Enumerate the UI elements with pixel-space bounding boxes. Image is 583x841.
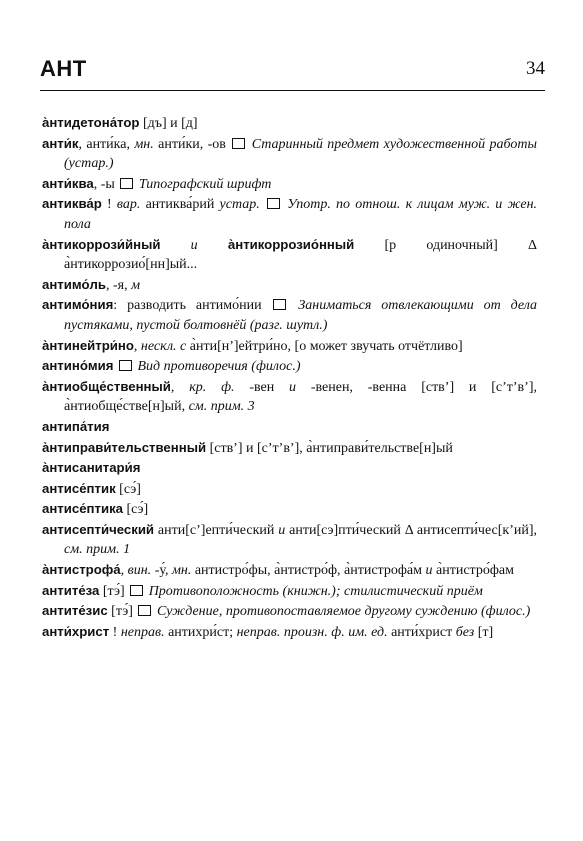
dictionary-entry: [42, 377, 537, 417]
entry-text: ,: [133, 338, 141, 354]
headword: антимо́ния: [42, 297, 114, 313]
entry-text: анти[сʼ]епти́ческий: [154, 522, 279, 538]
italic-note: неправ. произн. ф. им. ед.: [236, 624, 388, 640]
entry-text: [сэ́]: [115, 481, 141, 497]
italic-note: и: [278, 522, 286, 538]
headword: а̀нтисанитари́я: [42, 460, 141, 476]
entry-text: ,: [170, 379, 190, 395]
italic-note: Употр. по отнош. к лицам муж. и жен. пола: [64, 197, 538, 232]
definition-box-icon: [232, 138, 245, 149]
definition-box-icon: [119, 360, 132, 371]
italic-note: вар.: [116, 197, 141, 213]
dictionary-entry: [42, 356, 537, 377]
entry-text: -вен: [234, 379, 290, 395]
entry-text: а̀нти[нʼ]ейтри́но, [о может звучать отчётливо]: [186, 338, 463, 354]
headword: антимо́ль: [42, 276, 106, 292]
dictionary-entry: [42, 113, 537, 134]
italic-note: мн.: [171, 563, 192, 579]
entry-text: анти[сэ]пти́ческий Δ антисепти́чес[кʼий],: [285, 522, 537, 538]
entry-text: : разводить антимо́нии: [113, 298, 272, 314]
dictionary-entry: [42, 295, 537, 335]
headword: анти́ква: [42, 175, 94, 191]
italic-note: и: [425, 563, 433, 579]
italic-note: и: [160, 237, 228, 253]
italic-note: Типографский шрифт: [135, 176, 272, 192]
italic-note: кр. ф.: [189, 379, 235, 395]
definition-box-icon: [273, 299, 286, 310]
headword: анти́к: [42, 135, 79, 151]
dictionary-entry: [42, 520, 537, 560]
entry-text: [260, 197, 265, 212]
entry-text: антистро́фы, а̀нтистро́ф, а̀нтистрофа́м: [191, 563, 426, 579]
italic-note: неправ.: [120, 624, 165, 640]
entry-text: [т]: [474, 624, 494, 640]
dictionary-entries: [42, 113, 537, 642]
entry-text: ъ: [154, 116, 162, 131]
entry-text: антиква́рий: [140, 197, 220, 213]
headword: а̀нтикоррозио́нный: [227, 236, 355, 252]
entry-text: [тэ́]: [107, 604, 137, 620]
italic-note: мн.: [134, 136, 154, 152]
entry-text: !: [109, 624, 121, 640]
italic-note: Заниматься отвлекающими от дела пустяками, пустой болтовнёй (разг. шутл.): [64, 298, 538, 333]
entry-text: [д: [139, 116, 155, 131]
definition-box-icon: [267, 198, 280, 209]
italic-note: Противоположность (книжн.); стилистический приём: [145, 583, 483, 599]
entry-text: , -ы: [93, 176, 119, 192]
dictionary-entry: [42, 174, 537, 195]
dictionary-entry: [42, 438, 537, 459]
italic-note: без: [455, 624, 475, 640]
entry-text: [ствʼ] и [сʼтʼвʼ], а̀нтиправи́тельстве[н]ый: [206, 440, 453, 456]
entry-text: [сэ́]: [123, 502, 149, 518]
entry-text: антихри́ст;: [164, 624, 237, 640]
headword: антиква́р: [42, 196, 102, 212]
headword: а̀нтидетона́тор: [42, 115, 140, 130]
italic-note: м: [131, 277, 141, 293]
dictionary-entry: [42, 417, 537, 438]
headword: антисе́птика: [42, 501, 123, 517]
dictionary-entry: [42, 275, 537, 296]
headword: а̀нтинейтри́но: [42, 337, 134, 353]
entry-text: !: [101, 197, 117, 213]
dictionary-entry: [42, 499, 537, 520]
entry-text: [тэ́]: [99, 583, 129, 599]
running-head: АНТ: [40, 56, 87, 81]
dictionary-entry: [42, 235, 537, 275]
dictionary-entry: [42, 194, 537, 234]
entry-text: -венен, -венна [ствʼ] и [сʼтʼвʼ], а̀нтиобще́стве[н]ый,: [64, 379, 537, 415]
entry-text: ,: [120, 563, 128, 579]
dictionary-entry: [42, 581, 537, 602]
entry-text: анти́христ: [387, 624, 456, 640]
headword: а̀нтиправи́тельственный: [42, 439, 207, 455]
italic-note: устар.: [219, 197, 260, 213]
headword: антите́зис: [42, 603, 108, 619]
dictionary-entry: [42, 336, 537, 357]
italic-note: и: [289, 379, 297, 395]
entry-text: а̀нтистро́фам: [432, 563, 514, 579]
headword: антино́мия: [42, 358, 114, 374]
dictionary-entry: [42, 622, 537, 643]
entry-text: анти́ки, -ов: [153, 136, 231, 152]
italic-note: см. прим. 3: [188, 399, 255, 415]
dictionary-entry: [42, 479, 537, 500]
definition-box-icon: [120, 178, 133, 189]
italic-note: Вид противоречия (филос.): [133, 359, 301, 375]
dictionary-entry: [42, 458, 537, 479]
entry-text: ] и [д]: [161, 116, 198, 131]
dictionary-entry: [42, 134, 537, 174]
definition-box-icon: [130, 585, 143, 596]
headword: а̀нтиобще́ственный: [42, 378, 171, 394]
italic-note: см. прим. 1: [64, 542, 131, 558]
page-header: [40, 52, 545, 91]
entry-text: , анти́ка,: [78, 136, 135, 152]
italic-note: вин.: [127, 563, 152, 579]
definition-box-icon: [138, 605, 151, 616]
dictionary-entry: [42, 560, 537, 581]
headword: а̀нтикоррози́йный: [42, 236, 161, 252]
entry-text: , -я,: [106, 277, 132, 293]
headword: а̀нтистрофа́: [42, 562, 121, 578]
entry-text: [113, 359, 117, 374]
italic-note: Суждение, противопоставляемое другому суждению (филос.): [153, 604, 531, 620]
entry-text: -у́,: [151, 563, 172, 579]
headword: антисепти́ческий: [42, 521, 155, 537]
italic-note: нескл. с: [140, 338, 187, 354]
entry-text: [р одиночный] Δ а̀нтикоррозио́[нн]ый...: [64, 237, 537, 273]
headword: антисе́птик: [42, 480, 116, 496]
headword: антите́за: [42, 582, 100, 598]
dictionary-entry: [42, 601, 537, 622]
headword: антипа́тия: [42, 418, 110, 434]
italic-note: Старинный предмет художественной работы (устар.): [64, 136, 538, 172]
headword: анти́христ: [42, 623, 110, 639]
page-number: 34: [526, 58, 545, 79]
